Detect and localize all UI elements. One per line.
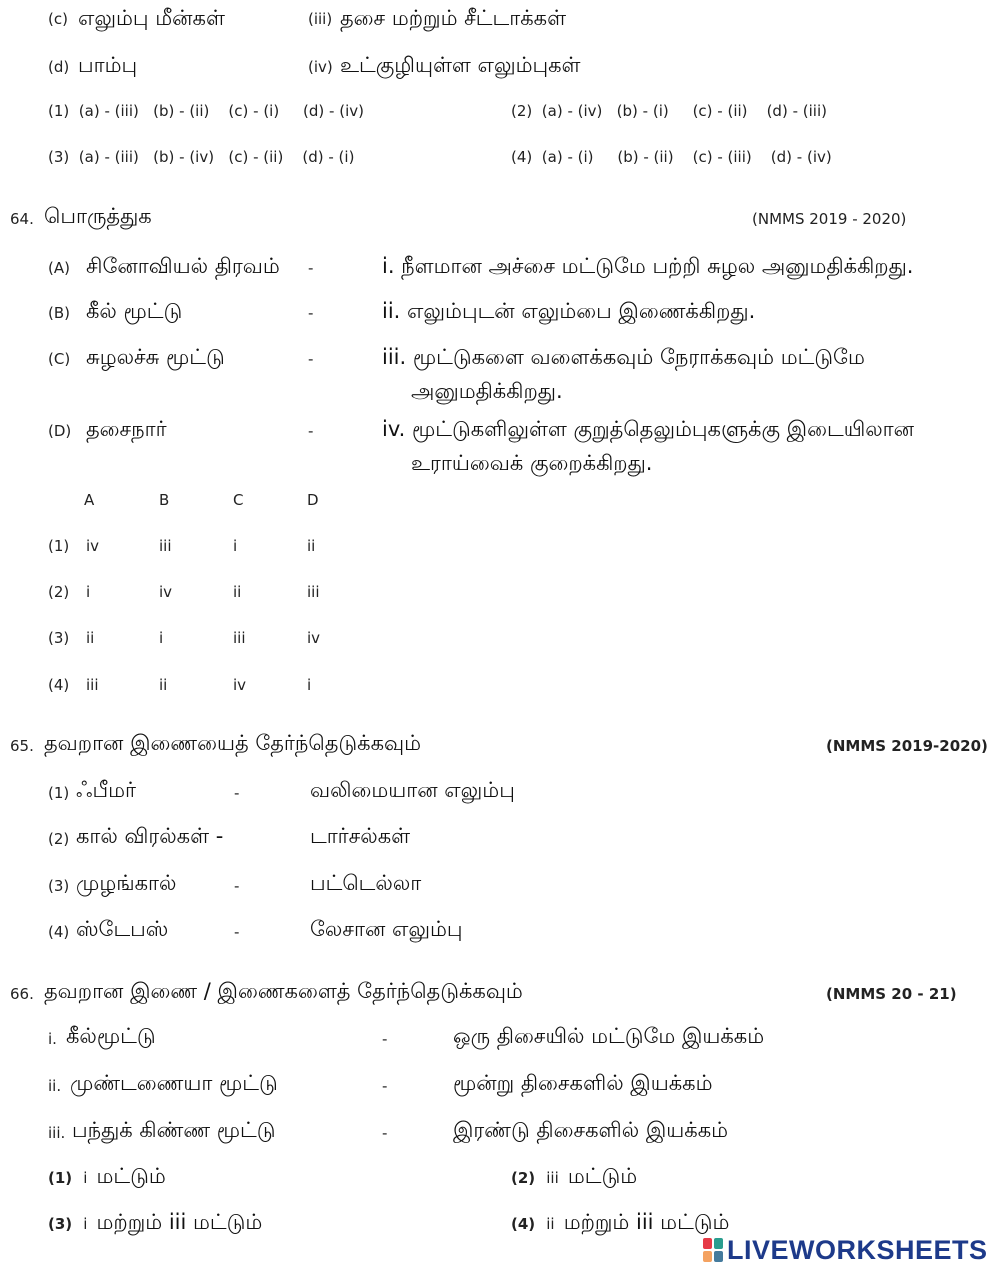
q64-label-c: (C) — [48, 350, 71, 368]
q65-left-2: கால் விரல்கள் - — [76, 824, 224, 848]
q66-option-1-text: மட்டும் — [96, 1164, 166, 1188]
grid-cell: iv — [307, 629, 321, 647]
grid-option-1[interactable]: (1) — [48, 537, 70, 555]
grid-header-a: A — [84, 491, 95, 509]
match-label-iv: (iv) — [308, 58, 333, 76]
q66-dash-i: - — [382, 1030, 388, 1048]
q65-right-1: வலிமையான எலும்பு — [310, 778, 515, 802]
q64-dash-c: - — [308, 350, 314, 368]
grid-cell: iii — [233, 629, 246, 647]
q65-right-2: டார்சல்கள் — [310, 824, 411, 848]
q65-dash-4: - — [234, 923, 240, 941]
q66-option-4-roman: ii — [546, 1215, 555, 1233]
q66-option-2-text: மட்டும் — [567, 1164, 638, 1188]
q64-left-d: தசைநார் — [86, 417, 167, 441]
q64-left-a: சினோவியல் திரவம் — [86, 254, 280, 278]
question-65-title: தவறான இணையைத் தேர்ந்தெடுக்கவும் — [44, 731, 421, 755]
grid-header-b: B — [159, 491, 170, 509]
q66-option-2[interactable] — [511, 1166, 637, 1187]
grid-cell: iii — [307, 583, 320, 601]
q66-left-i: கீல்மூட்டு — [66, 1024, 156, 1048]
q66-dash-iii: - — [382, 1124, 388, 1142]
question-64-source: (NMMS 2019 - 2020) — [752, 210, 907, 228]
q66-item-num-i: i. — [48, 1030, 57, 1048]
q66-option-4-num: (4) — [511, 1215, 536, 1233]
q66-dash-ii: - — [382, 1077, 388, 1095]
q65-left-3: முழங்கால் — [76, 871, 177, 895]
q66-option-1-roman: i — [83, 1169, 88, 1187]
q65-option-3[interactable]: (3) — [48, 877, 70, 895]
q66-item-num-iii: iii. — [48, 1124, 66, 1142]
q64-dash-a: - — [308, 259, 314, 277]
match-right-iv: உட்குழியுள்ள எலும்புகள் — [340, 53, 581, 77]
q65-right-3: பட்டெல்லா — [310, 871, 422, 895]
q66-option-4[interactable] — [511, 1212, 729, 1233]
q66-left-iii: பந்துக் கிண்ண மூட்டு — [72, 1118, 276, 1142]
prev-option-2[interactable]: (2) (a) - (iv) (b) - (i) (c) - (ii) (d) - (iii) — [511, 102, 827, 120]
q65-right-4: லேசான எலும்பு — [310, 917, 463, 941]
grid-cell: ii — [86, 629, 95, 647]
q64-right-iii: iii. மூட்டுகளை வளைக்கவும் நேராக்கவும் மட்டுமே — [382, 345, 865, 369]
q66-option-1-num: (1) — [48, 1169, 73, 1187]
question-66-source: (NMMS 20 - 21) — [826, 985, 957, 1003]
q64-right-iv-cont: உராய்வைக் குறைக்கிறது. — [411, 451, 653, 475]
q64-left-b: கீல் மூட்டு — [86, 299, 183, 323]
match-label-d: (d) — [48, 58, 70, 76]
logo-square — [714, 1238, 723, 1249]
liveworksheets-wordmark: LIVEWORKSHEETS — [727, 1234, 988, 1265]
q66-right-ii: மூன்று திசைகளில் இயக்கம் — [453, 1071, 713, 1095]
question-65-source: (NMMS 2019-2020) — [826, 737, 988, 755]
question-66-title: தவறான இணை / இணைகளைத் தேர்ந்தெடுக்கவும் — [44, 979, 523, 1003]
grid-cell: iv — [159, 583, 173, 601]
q66-right-i: ஒரு திசையில் மட்டுமே இயக்கம் — [453, 1024, 765, 1048]
prev-option-1[interactable]: (1) (a) - (iii) (b) - (ii) (c) - (i) (d) - (iv) — [48, 102, 364, 120]
grid-cell: iii — [86, 676, 99, 694]
question-64-title: பொருத்துக — [44, 204, 152, 228]
q64-dash-b: - — [308, 304, 314, 322]
q64-label-a: (A) — [48, 259, 70, 277]
q66-option-4-text: மற்றும் iii மட்டும் — [563, 1210, 730, 1234]
prev-option-3[interactable]: (3) (a) - (iii) (b) - (iv) (c) - (ii) (d) - (i) — [48, 148, 355, 166]
q66-option-3-roman: i — [83, 1215, 88, 1233]
q65-left-1: ஃபீமர் — [76, 778, 136, 802]
match-label-iii: (iii) — [308, 10, 333, 28]
q66-option-3-text: மற்றும் iii மட்டும் — [96, 1210, 263, 1234]
question-66-number: 66. — [10, 985, 34, 1003]
grid-option-2[interactable]: (2) — [48, 583, 70, 601]
q66-left-ii: முண்டணையா மூட்டு — [70, 1071, 278, 1095]
grid-header-c: C — [233, 491, 244, 509]
grid-cell: i — [159, 629, 164, 647]
q65-dash-3: - — [234, 877, 240, 895]
q64-left-c: சுழலச்சு மூட்டு — [86, 345, 225, 369]
q66-right-iii: இரண்டு திசைகளில் இயக்கம் — [453, 1118, 729, 1142]
q66-item-num-ii: ii. — [48, 1077, 62, 1095]
grid-cell: iii — [159, 537, 172, 555]
q65-option-4[interactable]: (4) — [48, 923, 70, 941]
logo-square — [703, 1238, 712, 1249]
grid-cell: iv — [233, 676, 247, 694]
q66-option-3[interactable] — [48, 1212, 262, 1233]
q65-option-1[interactable]: (1) — [48, 784, 70, 802]
q64-label-b: (B) — [48, 304, 70, 322]
q65-option-2[interactable]: (2) — [48, 830, 70, 848]
q64-label-d: (D) — [48, 422, 72, 440]
grid-cell: i — [307, 676, 312, 694]
question-64-number: 64. — [10, 210, 34, 228]
grid-cell: iv — [86, 537, 100, 555]
grid-header-d: D — [307, 491, 319, 509]
liveworksheets-mark-icon — [703, 1238, 723, 1262]
grid-cell: ii — [159, 676, 168, 694]
q64-right-iii-cont: அனுமதிக்கிறது. — [411, 379, 563, 403]
grid-option-3[interactable]: (3) — [48, 629, 70, 647]
q64-right-i: i. நீளமான அச்சை மட்டுமே பற்றி சுழல அனுமதிக்கிறது. — [382, 254, 914, 278]
q64-right-iv: iv. மூட்டுகளிலுள்ள குறுத்தெலும்புகளுக்கு இடையிலான — [382, 417, 915, 441]
q66-option-1[interactable] — [48, 1166, 166, 1187]
logo-square — [714, 1251, 723, 1262]
match-right-iii: தசை மற்றும் சீட்டாக்கள் — [340, 6, 567, 30]
q64-right-ii: ii. எலும்புடன் எலும்பை இணைக்கிறது. — [382, 299, 756, 323]
grid-cell: i — [233, 537, 238, 555]
grid-cell: ii — [233, 583, 242, 601]
question-65-number: 65. — [10, 737, 34, 755]
logo-square — [703, 1251, 712, 1262]
q66-option-3-num: (3) — [48, 1215, 73, 1233]
match-left-d: பாம்பு — [78, 53, 138, 77]
q66-option-2-num: (2) — [511, 1169, 536, 1187]
match-left-c: எலும்பு மீன்கள் — [78, 6, 225, 30]
match-label-c: (c) — [48, 10, 68, 28]
liveworksheets-logo — [703, 1235, 988, 1265]
grid-cell: ii — [307, 537, 316, 555]
q65-dash-1: - — [234, 784, 240, 802]
q64-dash-d: - — [308, 422, 314, 440]
grid-option-4[interactable]: (4) — [48, 676, 70, 694]
grid-cell: i — [86, 583, 91, 601]
q66-option-2-roman: iii — [546, 1169, 559, 1187]
q65-left-4: ஸ்டேபஸ் — [76, 917, 169, 941]
prev-option-4[interactable]: (4) (a) - (i) (b) - (ii) (c) - (iii) (d) - (iv) — [511, 148, 832, 166]
